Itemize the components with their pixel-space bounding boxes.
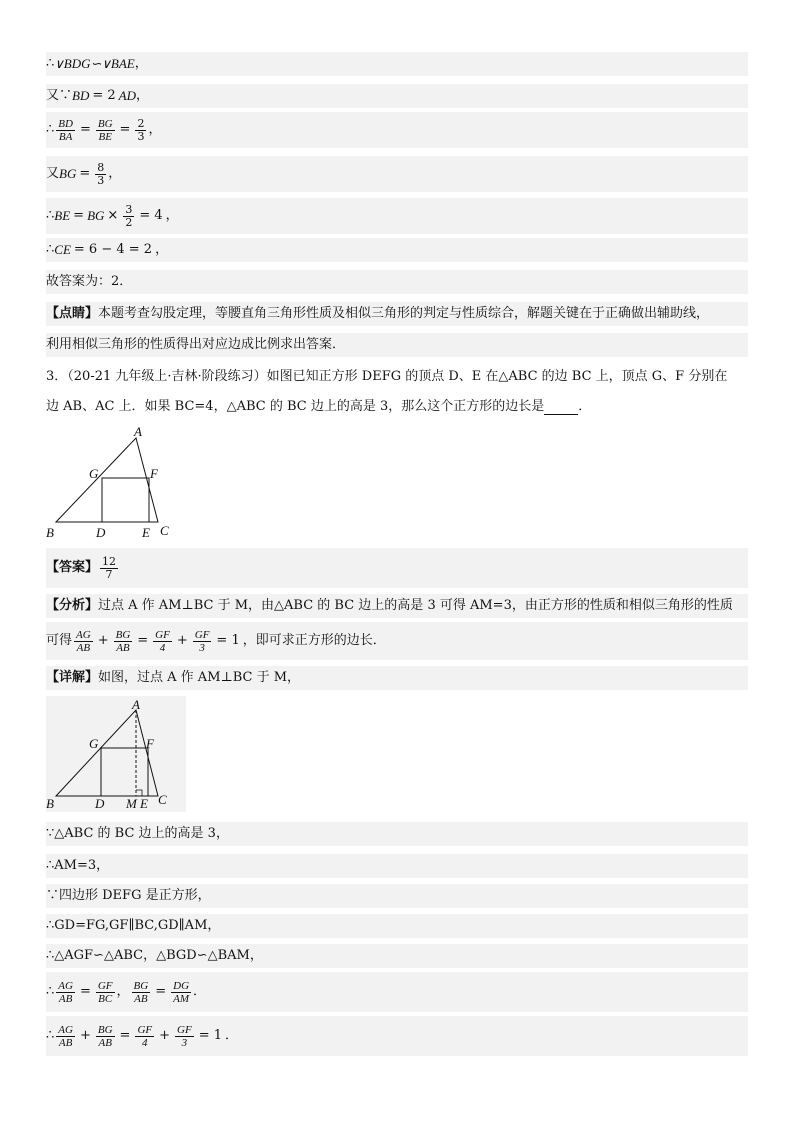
comment-text: 本题考查勾股定理，等腰直角三角形性质及相似三角形的判定与性质综合，解题关键在于正确做出辅助线，: [98, 306, 710, 321]
comment-text: 利用相似三角形的性质得出对应边成比例求出答案．: [46, 337, 346, 352]
line-analysis: [46, 594, 748, 618]
line-detail: [46, 666, 748, 690]
therefore-symbol: ∴: [46, 56, 55, 71]
math-var: BG: [59, 166, 77, 181]
line-detail-3: [46, 884, 748, 908]
math-op: = 1: [198, 1028, 222, 1043]
detail-tag: 【详解】: [46, 670, 99, 685]
punct: ，: [165, 208, 179, 223]
punct: ，: [136, 88, 150, 103]
punct: ．: [193, 984, 207, 999]
answer-blank: [544, 400, 578, 415]
line-answer: [46, 548, 748, 588]
punct: ，: [116, 984, 130, 999]
therefore-symbol: ∴: [46, 984, 55, 999]
fraction: $\frac{2}{3}$: [137, 116, 145, 143]
figure-2-triangle-square-altitude: [46, 696, 186, 812]
therefore-symbol: ∴: [46, 1028, 55, 1043]
line-ce-value: [46, 238, 748, 262]
line-comment: [46, 302, 748, 326]
math-op: = 6 − 4 = 2: [73, 242, 153, 257]
line-detail-4: [46, 914, 748, 938]
label-E: E: [140, 796, 148, 811]
detail-text: ∴GD=FG,GF∥BC,GD∥AM，: [46, 918, 221, 933]
punct: ，: [155, 242, 169, 257]
question-text: 边 AB、AC 上．如果 BC=4，△ABC 的 BC 边上的高是 3，那么这个正方形的边长是: [46, 399, 545, 414]
math-op: = 1: [216, 633, 240, 648]
label-F: F: [146, 736, 154, 751]
therefore-symbol: ∴: [46, 208, 55, 223]
math-var: AD: [118, 88, 136, 103]
line-comment-cont: [46, 333, 748, 357]
label-F: F: [150, 466, 158, 481]
line-analysis-formula: 可得 $\frac{AG}{AB}$ + $\frac{BG}{AB}$ = $\frac{GF}{4}$ + $\frac{GF}{3}$ = 1 ，即可求正方形的边长．: [46, 622, 748, 660]
label-B: B: [46, 796, 54, 811]
math-op: = 4: [139, 208, 163, 223]
punct: ，: [108, 166, 122, 181]
answer-fraction: $\frac{12}{7}$: [102, 554, 117, 581]
detail-text: ∴△AGF∽△ABC，△BGD∽△BAM，: [46, 948, 263, 963]
detail-text: ∵△ABC 的 BC 边上的高是 3，: [46, 826, 229, 841]
question-3-line1: [46, 366, 748, 388]
analysis-text: ，即可求正方形的边长．: [242, 633, 386, 648]
label-D: D: [95, 796, 105, 811]
detail-text: ∵四边形 DEFG 是正方形，: [46, 888, 211, 903]
math-var: BE: [54, 208, 71, 223]
line-detail-2: [46, 854, 748, 878]
math-var: BG: [87, 208, 105, 223]
punct: ．: [578, 399, 592, 414]
analysis-text: 可得: [46, 633, 73, 648]
label-D: D: [96, 525, 106, 540]
comment-tag: 【点睛】: [46, 306, 99, 321]
punct: ，: [134, 56, 148, 71]
fraction: $\frac{BD}{BA}$: [58, 117, 73, 143]
detail-text: 如图，过点 A 作 AM⊥BC 于 M，: [98, 670, 301, 685]
therefore-symbol: ∴: [46, 242, 55, 257]
label-M: M: [126, 796, 137, 811]
math-op: = 2: [92, 88, 116, 103]
label-C: C: [160, 523, 169, 538]
answer-tag: 【答案】: [46, 560, 99, 575]
line-detail-7: ∴ $\frac{AG}{AB}$ + $\frac{BG}{AB}$ = $\frac{GF}{4}$ + $\frac{GF}{3}$ = 1 ．: [46, 1016, 748, 1056]
line-detail-6: ∴ $\frac{AG}{AB}$ = $\frac{GF}{BC}$ ， $\frac{BG}{AB}$ = $\frac{DG}{AM}$ ．: [46, 972, 748, 1012]
question-3-line2: [46, 396, 748, 418]
label-B: B: [46, 525, 54, 540]
detail-text: ∴AM=3，: [46, 858, 110, 873]
label-A: A: [132, 697, 140, 712]
fraction: $\frac{8}{3}$: [97, 160, 105, 187]
line-ratio: ∴ $\frac{BD}{BA}$ = $\frac{BG}{BE}$ = $\frac{2}{3}$ ，: [46, 112, 748, 148]
label-C: C: [158, 792, 167, 807]
math-expression: ∨BDG∽∨BAE: [54, 56, 135, 71]
math-var: BD: [72, 88, 90, 103]
fraction: $\frac{3}{2}$: [125, 202, 133, 229]
also-word: 又: [46, 166, 60, 181]
line-detail-5: [46, 944, 748, 968]
punct: ．: [224, 1028, 238, 1043]
analysis-tag: 【分析】: [46, 598, 99, 613]
because-symbol: 又∵: [46, 88, 73, 103]
label-A: A: [134, 425, 142, 439]
line-be-value: ∴ BE = BG × $\frac{3}{2}$ = 4 ，: [46, 198, 748, 234]
analysis-text: 过点 A 作 AM⊥BC 于 M，由△ABC 的 BC 边上的高是 3 可得 AM=3，由正方形的性质和相似三角形的性质: [98, 598, 733, 613]
label-G: G: [89, 466, 99, 481]
label-G: G: [89, 736, 99, 751]
label-E: E: [142, 525, 150, 540]
fraction: $\frac{BG}{BE}$: [97, 117, 113, 143]
line-similar-triangles: [46, 52, 748, 76]
line-answer-2: [46, 270, 748, 294]
therefore-symbol: ∴: [46, 122, 55, 137]
answer-text: 故答案为：2．: [46, 274, 133, 289]
question-text: 3．（20-21 九年级上·吉林·阶段练习）如图已知正方形 DEFG 的顶点 D、E 在△ABC 的边 BC 上，顶点 G、F 分别在: [46, 369, 728, 384]
line-bd-equals: [46, 84, 748, 108]
punct: ，: [148, 122, 162, 137]
math-var: CE: [54, 242, 71, 257]
figure-1-triangle-square: [46, 425, 186, 540]
line-detail-1: [46, 822, 748, 846]
line-bg-value: 又 BG = $\frac{8}{3}$ ，: [46, 156, 748, 192]
